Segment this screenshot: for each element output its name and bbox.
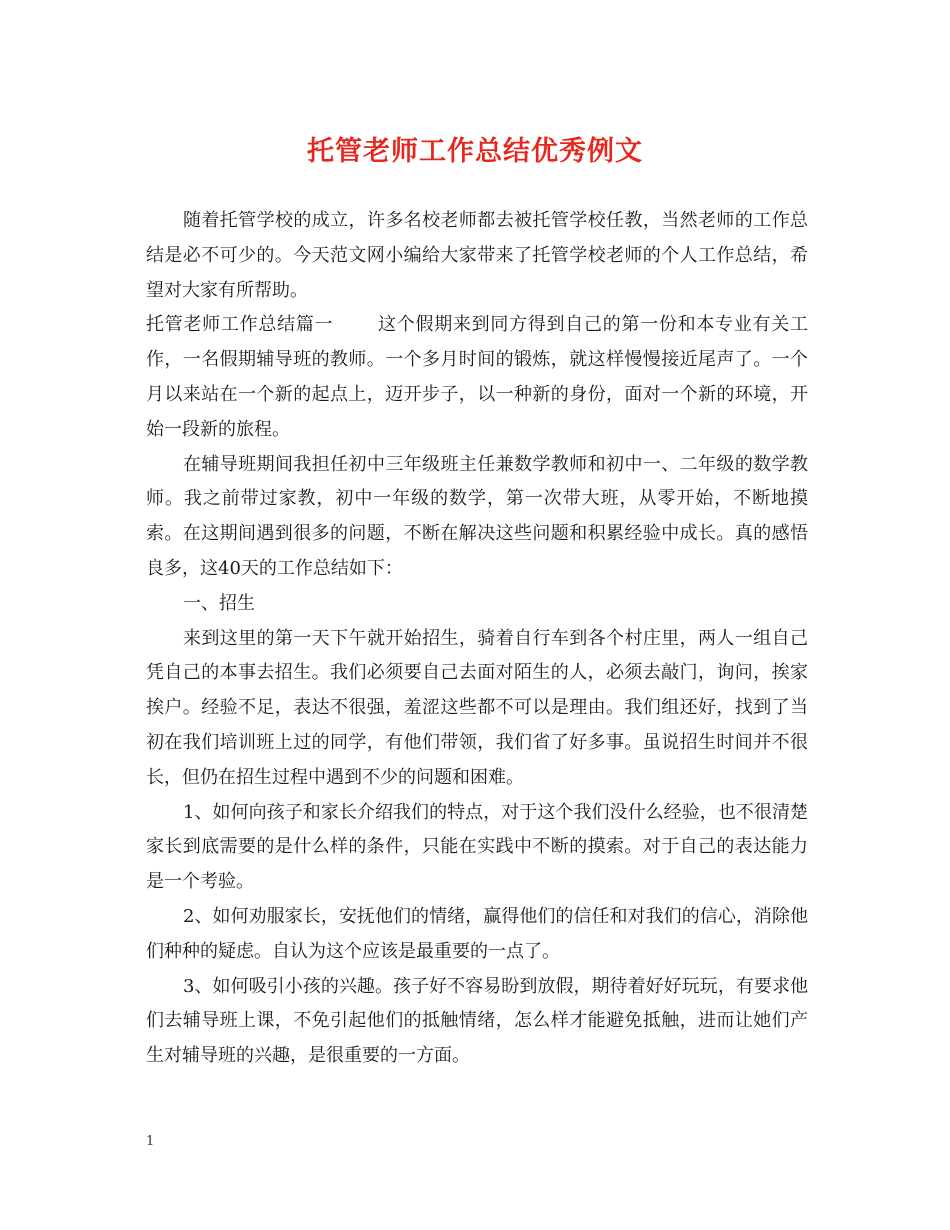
page-number: 1 [146, 1134, 155, 1149]
section-one-first-line: 这个假期来到同方得到自己的第一份和本专业有关工 [377, 314, 809, 336]
section-one-label: 托管老师工作总结篇一 [146, 314, 334, 336]
paragraph-two: 在辅导班期间我担任初中三年级班主任兼数学教师和初中一、二年级的数学教师。我之前带过家教，初中一年级的数学，第一次带大班，从零开始，不断地摸索。在这期间遇到很多的问题，不断在解决这些问题和积累经验中成长。真的感悟良多，这40天的工作总结如下： [146, 453, 808, 579]
intro-paragraph: 随着托管学校的成立，许多名校老师都去被托管学校任教，当然老师的工作总结是必不可少的。今天范文网小编给大家带来了托管学校老师的个人工作总结，希望对大家有所帮助。 [146, 210, 808, 301]
list-item-3: 3、如何吸引小孩的兴趣。孩子好不容易盼到放假，期待着好好玩玩，有要求他们去辅导班上课，不免引起他们的抵触情绪，怎么样才能避免抵触，进而让她们产生对辅导班的兴趣，是很重要的一方面。 [146, 975, 808, 1067]
list-item-1: 1、如何向孩子和家长介绍我们的特点，对于这个我们没什么经验，也不很清楚家长到底需要的是什么样的条件，只能在实践中不断的摸索。对于自己的表达能力是一个考验。 [146, 801, 808, 893]
list-item-2: 2、如何劝服家长，安抚他们的情绪，赢得他们的信任和对我们的信心，消除他们种种的疑虑。自认为这个应该是最重要的一点了。 [146, 905, 808, 962]
document-title: 托管老师工作总结优秀例文 [307, 136, 643, 167]
heading-enrollment: 一、招生 [183, 592, 255, 614]
document-body [146, 204, 808, 1074]
section-one-rest: 作，一名假期辅导班的教师。一个多月时间的锻炼，就这样慢慢接近尾声了。一个月以来站在一个新的起点上，迈开步子，以一种新的身份，面对一个新的环境，开始一段新的旅程。 [146, 349, 808, 440]
section-one-paragraph [146, 308, 808, 447]
paragraph-three: 来到这里的第一天下午就开始招生，骑着自行车到各个村庄里，两人一组自己凭自己的本事去招生。我们必须要自己去面对陌生的人，必须去敲门，询问，挨家挨户。经验不足，表达不很强，羞涩这些都不可以是理由。我们组还好，找到了当初在我们培训班上过的同学，有他们带领，我们省了好多事。虽说招生时间并不很长，但仍在招生过程中遇到不少的问题和困难。 [146, 627, 808, 788]
